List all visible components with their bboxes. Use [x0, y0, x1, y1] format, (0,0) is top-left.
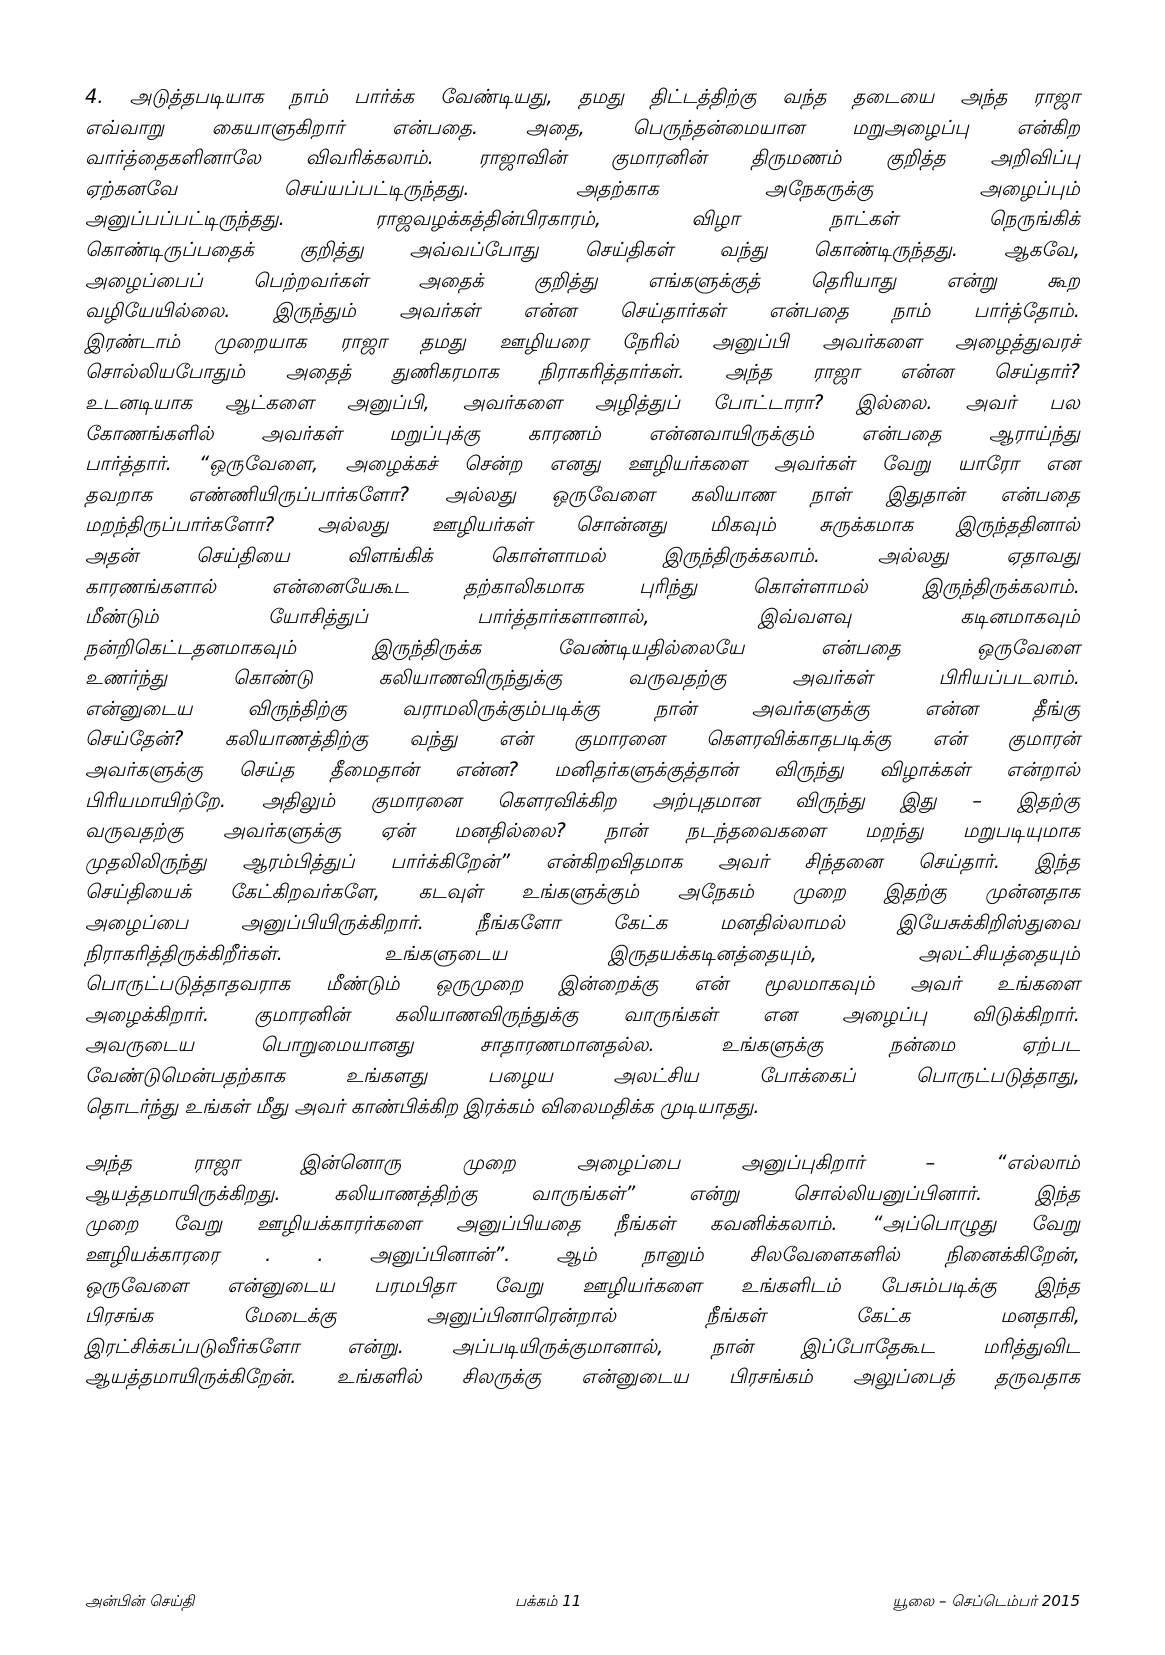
- text-line: வழியேயில்லை. இருந்தும் அவர்கள் என்ன செய்தார்கள் என்பதை நாம் பார்த்தோம்.: [85, 299, 1080, 323]
- text-line: அழைக்கிறார். குமாரனின் கலியாணவிருந்துக்கு வாருங்கள் என அழைப்பு விடுக்கிறார்.: [85, 1002, 1080, 1026]
- footer-issue-date: யூலை – செப்டெம்பர் 2015: [892, 1592, 1080, 1610]
- text-line: காரணங்களால் என்னையேகூட தற்காலிகமாக புரிந்து கொள்ளாமல் இருந்திருக்கலாம்.: [85, 574, 1080, 598]
- text-line: அனுப்பப்பட்டிருந்தது. ராஜவழக்கத்தின்பிரகாரம், விழா நாட்கள் நெருங்கிக்: [85, 207, 1080, 231]
- text-line: அழைப்பை அனுப்பியிருக்கிறார். நீங்களோ கேட்க மனதில்லாமல் இயேசுக்கிறிஸ்துவை: [85, 911, 1080, 935]
- text-line: வார்த்தைகளினாலே விவரிக்கலாம். ராஜாவின் குமாரனின் திருமணம் குறித்த அறிவிப்பு: [85, 146, 1080, 170]
- page-body: [85, 82, 1080, 1393]
- text-line: சொல்லியபோதும் அதைத் துணிகரமாக நிராகரித்தார்கள். அந்த ராஜா என்ன செய்தார்?: [85, 360, 1080, 384]
- text-line: முறை வேறு ஊழியக்காரர்களை அனுப்பியதை நீங்கள் கவனிக்கலாம். “அப்பொழுது வேறு: [85, 1212, 1080, 1236]
- text-line: அவர்களுக்கு செய்த தீமைதான் என்ன? மனிதர்களுக்குத்தான் விருந்து விழாக்கள் என்றால்: [85, 758, 1080, 782]
- text-line: மீண்டும் யோசித்துப் பார்த்தார்களானால், இவ்வளவு கடினமாகவும்: [85, 605, 1080, 629]
- text-line: பிரியமாயிற்றே. அதிலும் குமாரனை கௌரவிக்கிற அற்புதமான விருந்து இது – இதற்கு: [85, 788, 1080, 812]
- text-line: இரண்டாம் முறையாக ராஜா தமது ஊழியரை நேரில் அனுப்பி அவர்களை அழைத்துவரச்: [85, 329, 1080, 353]
- text-line: அந்த ராஜா இன்னொரு முறை அழைப்பை அனுப்புகிறார் – “எல்லாம்: [85, 1151, 1080, 1175]
- text-line: உணர்ந்து கொண்டு கலியாணவிருந்துக்கு வருவதற்கு அவர்கள் பிரியப்படலாம்.: [85, 666, 1080, 690]
- text-line: நிராகரித்திருக்கிறீர்கள். உங்களுடைய இருதயக்கடினத்தையும், அலட்சியத்தையும்: [85, 941, 1080, 965]
- text-line: தவறாக எண்ணியிருப்பார்களோ? அல்லது ஒருவேளை கலியாண நாள் இதுதான் என்பதை: [85, 482, 1080, 506]
- page-footer: [85, 1592, 1080, 1612]
- text-line: பொருட்படுத்தாதவராக மீண்டும் ஒருமுறை இன்றைக்கு என் மூலமாகவும் அவர் உங்களை: [85, 972, 1080, 996]
- text-line: செய்தியைக் கேட்கிறவர்களே, கடவுள் உங்களுக்கும் அநேகம் முறை இதற்கு முன்னதாக: [85, 880, 1080, 904]
- paragraph-1: [85, 82, 1080, 1122]
- text-line: என்னுடைய விருந்திற்கு வராமலிருக்கும்படிக்கு நான் அவர்களுக்கு என்ன தீங்கு: [85, 696, 1080, 720]
- text-line: அழைப்பைப் பெற்றவர்கள் அதைக் குறித்து எங்களுக்குத் தெரியாது என்று கூற: [85, 268, 1080, 292]
- text-line: வேண்டுமென்பதற்காக உங்களது பழைய அலட்சிய போக்கைப் பொருட்படுத்தாது,: [85, 1064, 1080, 1087]
- text-line: கோணங்களில் அவர்கள் மறுப்புக்கு காரணம் என்னவாயிருக்கும் என்பதை ஆராய்ந்து: [85, 421, 1080, 445]
- text-line: இரட்சிக்கப்படுவீர்களோ என்று. அப்படியிருக்குமானால், நான் இப்போதேகூட மரித்துவிட: [85, 1334, 1080, 1358]
- text-line: வருவதற்கு அவர்களுக்கு ஏன் மனதில்லை? நான் நடந்தவைகளை மறந்து மறுபடியுமாக: [85, 819, 1080, 843]
- footer-page-number: பக்கம் 11: [515, 1592, 582, 1610]
- footer-publication: அன்பின் செய்தி: [85, 1592, 195, 1610]
- text-line: ஆயத்தமாயிருக்கிறேன். உங்களில் சிலருக்கு என்னுடைய பிரசங்கம் அலுப்பைத் தருவதாக: [85, 1365, 1080, 1389]
- text-line: எவ்வாறு கையாளுகிறார் என்பதை. அதை, பெருந்தன்மையான மறுஅழைப்பு என்கிற: [85, 115, 1080, 139]
- text-line: அவருடைய பொறுமையானது சாதாரணமானதல்ல. உங்களுக்கு நன்மை ஏற்பட: [85, 1033, 1080, 1057]
- text-line: கொண்டிருப்பதைக் குறித்து அவ்வப்போது செய்திகள் வந்து கொண்டிருந்தது. ஆகவே,: [85, 237, 1080, 261]
- text-line: ஏற்கனவே செய்யப்பட்டிருந்தது. அதற்காக அநேகருக்கு அழைப்பும்: [85, 176, 1080, 200]
- text-line: மறந்திருப்பார்களோ? அல்லது ஊழியர்கள் சொன்னது மிகவும் சுருக்கமாக இருந்ததினால்: [85, 513, 1080, 537]
- text-line: செய்தேன்? கலியாணத்திற்கு வந்து என் குமாரனை கௌரவிக்காதபடிக்கு என் குமாரன்: [85, 727, 1080, 751]
- text-line: தொடர்ந்து உங்கள் மீது அவர் காண்பிக்கிற இரக்கம் விலைமதிக்க முடியாதது.: [85, 1094, 760, 1118]
- text-line: நன்றிகெட்டதனமாகவும் இருந்திருக்க வேண்டியதில்லையே என்பதை ஒருவேளை: [85, 635, 1080, 659]
- text-line: அதன் செய்தியை விளங்கிக் கொள்ளாமல் இருந்திருக்கலாம். அல்லது ஏதாவது: [85, 543, 1080, 567]
- text-line: உடனடியாக ஆட்களை அனுப்பி, அவர்களை அழித்துப் போட்டாரா? இல்லை. அவர் பல: [85, 390, 1080, 414]
- text-line: ஊழியக்காரரை . . அனுப்பினான்”. ஆம் நானும் சிலவேளைகளில் நினைக்கிறேன்,: [85, 1242, 1080, 1266]
- text-line: ஒருவேளை என்னுடைய பரமபிதா வேறு ஊழியர்களை உங்களிடம் பேசும்படிக்கு இந்த: [85, 1273, 1080, 1297]
- text-line: முதலிலிருந்து ஆரம்பித்துப் பார்க்கிறேன்” என்கிறவிதமாக அவர் சிந்தனை செய்தார். இந்த: [85, 849, 1080, 873]
- text-line: 4. அடுத்தபடியாக நாம் பார்க்க வேண்டியது, தமது திட்டத்திற்கு வந்த தடையை அந்த ராஜா: [85, 85, 1080, 108]
- paragraph-gap: [85, 1122, 1080, 1148]
- text-line: பார்த்தார். “ஒருவேளை, அழைக்கச் சென்ற எனது ஊழியர்களை அவர்கள் வேறு யாரோ என: [85, 452, 1080, 476]
- paragraph-2: [85, 1148, 1080, 1393]
- text-line: பிரசங்க மேடைக்கு அனுப்பினாரென்றால் நீங்கள் கேட்க மனதாகி,: [85, 1304, 1080, 1328]
- text-line: ஆயத்தமாயிருக்கிறது. கலியாணத்திற்கு வாருங்கள்” என்று சொல்லியனுப்பினார். இந்த: [85, 1181, 1080, 1205]
